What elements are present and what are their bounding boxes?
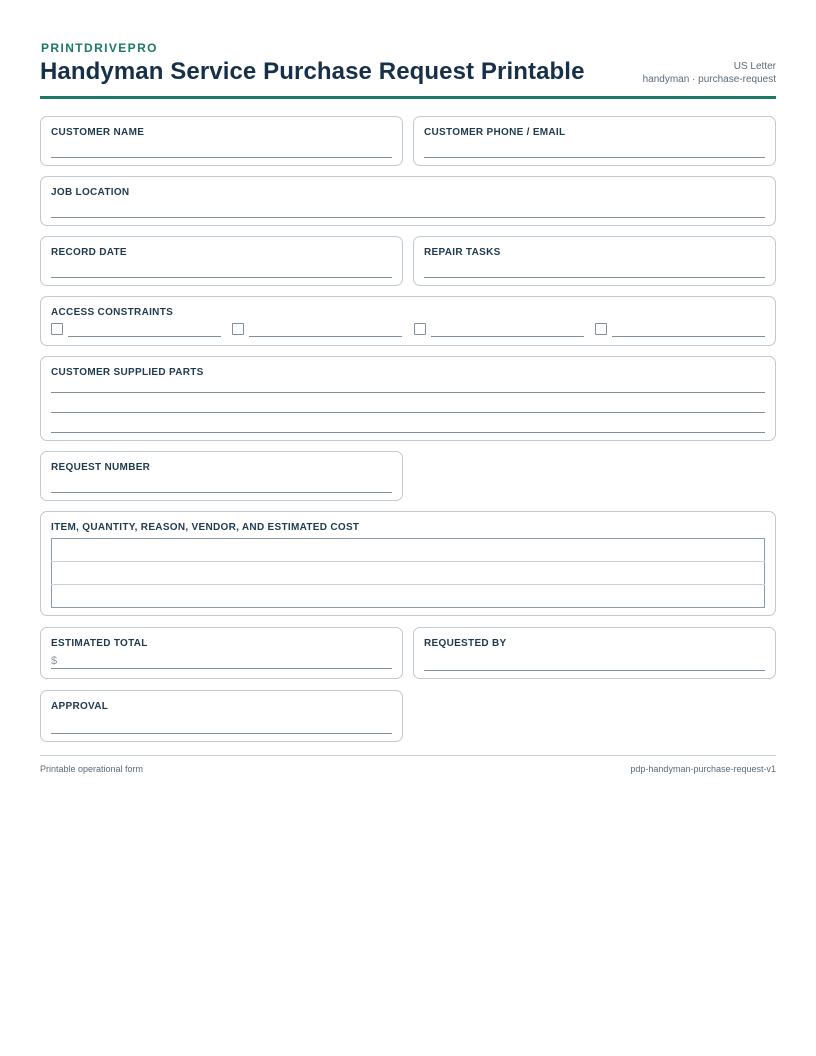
paper-size: US Letter	[733, 61, 776, 72]
estimated-total-input[interactable]	[51, 668, 392, 669]
repair-tasks-field	[413, 236, 776, 286]
record-date-field	[40, 236, 403, 286]
table-row	[52, 562, 765, 585]
table-cell[interactable]	[52, 562, 765, 585]
customer-supplied-parts-field	[40, 356, 776, 441]
access-constraint-option	[595, 323, 765, 337]
requested-by-label: REQUESTED BY	[424, 638, 507, 649]
repair-tasks-label: REPAIR TASKS	[424, 247, 501, 258]
items-table	[51, 538, 765, 608]
parts-line-2[interactable]	[51, 412, 765, 413]
record-date-label: RECORD DATE	[51, 247, 127, 258]
access-constraint-option	[232, 323, 402, 337]
access-constraints-label: ACCESS CONSTRAINTS	[51, 307, 174, 318]
request-number-label: REQUEST NUMBER	[51, 462, 151, 473]
approval-label: APPROVAL	[51, 701, 109, 712]
access-constraints-field	[40, 296, 776, 346]
approval-input[interactable]	[51, 733, 392, 734]
items-table-field	[40, 511, 776, 616]
parts-line-3[interactable]	[51, 432, 765, 433]
access-constraint-option	[414, 323, 584, 337]
customer-name-field	[40, 116, 403, 166]
record-date-input[interactable]	[51, 277, 392, 278]
form-id: pdp-handyman-purchase-request-v1	[630, 764, 776, 774]
customer-contact-label: CUSTOMER PHONE / EMAIL	[424, 127, 566, 138]
footer-note: Printable operational form	[40, 764, 144, 774]
job-location-input[interactable]	[51, 217, 765, 218]
option-line[interactable]	[249, 336, 402, 337]
items-table-label: ITEM, QUANTITY, REASON, VENDOR, AND ESTIMATED COST	[51, 522, 360, 533]
customer-name-label: CUSTOMER NAME	[51, 127, 145, 138]
approval-field	[40, 690, 403, 742]
request-number-field	[40, 451, 403, 501]
checkbox[interactable]	[595, 323, 607, 335]
brand-name: PRINTDRIVEPRO	[41, 41, 158, 55]
customer-supplied-parts-label: CUSTOMER SUPPLIED PARTS	[51, 367, 204, 378]
access-constraint-option	[51, 323, 221, 337]
option-line[interactable]	[68, 336, 221, 337]
table-row	[52, 539, 765, 562]
form-slug: handyman · purchase-request	[642, 74, 776, 85]
form-header	[40, 0, 776, 100]
page-title: Handyman Service Purchase Request Printable	[40, 58, 585, 85]
request-number-input[interactable]	[51, 492, 392, 493]
option-line[interactable]	[612, 336, 765, 337]
estimated-total-label: ESTIMATED TOTAL	[51, 638, 148, 649]
checkbox[interactable]	[51, 323, 63, 335]
form-meta	[643, 60, 776, 86]
table-row	[52, 585, 765, 608]
currency-symbol: $	[51, 655, 58, 667]
job-location-field	[40, 176, 776, 226]
estimated-total-field	[40, 627, 403, 679]
footer-rule	[40, 755, 776, 756]
table-cell[interactable]	[52, 539, 765, 562]
parts-line-1[interactable]	[51, 392, 765, 393]
header-rule	[40, 96, 776, 99]
table-cell[interactable]	[52, 585, 765, 608]
requested-by-field	[413, 627, 776, 679]
customer-contact-input[interactable]	[424, 157, 765, 158]
checkbox[interactable]	[414, 323, 426, 335]
option-line[interactable]	[431, 336, 584, 337]
requested-by-input[interactable]	[424, 670, 765, 671]
checkbox[interactable]	[232, 323, 244, 335]
form-page	[40, 0, 776, 774]
customer-name-input[interactable]	[51, 157, 392, 158]
repair-tasks-input[interactable]	[424, 277, 765, 278]
customer-contact-field	[413, 116, 776, 166]
job-location-label: JOB LOCATION	[51, 187, 130, 198]
